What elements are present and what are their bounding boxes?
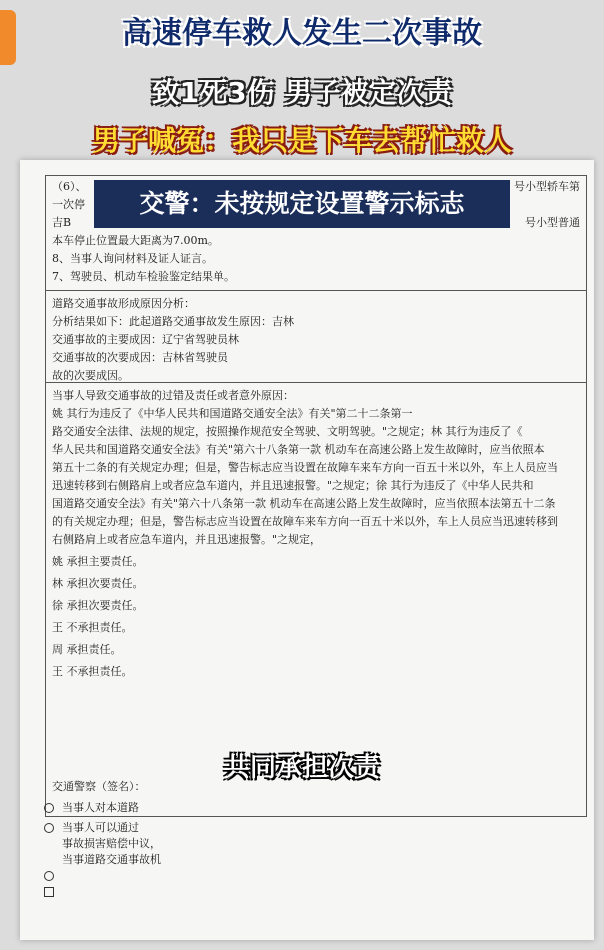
headline-quote: 男子喊冤：我只是下车去帮忙救人 xyxy=(91,124,512,157)
doc-line: 右侧路肩上或者应急车道内，并且迅速报警。"之规定， xyxy=(52,533,322,546)
liability-line: 徐 承担次要责任。 xyxy=(52,599,144,612)
square-icon xyxy=(44,887,54,897)
doc-line: 7、驾驶员、机动车检验鉴定结果单。 xyxy=(52,270,235,283)
doc-line: 本车停止位置最大距离为7.00m。 xyxy=(52,234,219,247)
circle-icon xyxy=(44,803,54,813)
signature-label: 交通警察（签名）： xyxy=(52,780,146,793)
circle-icon xyxy=(44,871,54,881)
doc-line: 道路交通事故形成原因分析： xyxy=(52,297,195,310)
footer-item: 当事道路交通事故机 xyxy=(62,853,161,866)
doc-line: （6）、 xyxy=(52,180,87,193)
doc-line: 8、当事人询问材料及证人证言。 xyxy=(52,252,213,265)
liability-line: 林 承担次要责任。 xyxy=(52,577,144,590)
doc-line: 的有关规定办理；但是，警告标志应当设置在故障车来车方向一百五十米以外，车上人员应当迅速转移到 xyxy=(52,515,558,528)
doc-line: 迅速转移到右侧路肩上或者应急车道内，并且迅速报警。"之规定；徐 其行为违反了《中华人民共和 xyxy=(52,479,534,492)
doc-line: 姚 其行为违反了《中华人民共和国道路交通安全法》有关"第二十二条第一 xyxy=(52,407,413,420)
doc-line: 交通事故的次要成因：吉林省驾驶员 xyxy=(52,351,228,364)
police-caption: 交警：未按规定设置警示标志 xyxy=(94,180,510,228)
liability-line: 姚 承担主要责任。 xyxy=(52,555,144,568)
liability-line: 周 承担责任。 xyxy=(52,643,122,656)
accident-report-table xyxy=(45,175,587,817)
liability-line: 王 不承担责任。 xyxy=(52,665,133,678)
bottom-caption: 共同承担次责 xyxy=(223,753,380,783)
doc-line: 国道路交通安全法》有关"第六十八条第一款 机动车在高速公路上发生故障时，应当依照本法第五十二条 xyxy=(52,497,556,510)
doc-line: 路交通安全法律、法规的规定，按照操作规范安全驾驶、文明驾驶。"之规定；林 其行为违反了《 xyxy=(52,425,523,438)
doc-line-right: 号小型轿车第 xyxy=(514,180,580,193)
doc-line: 第五十二条的有关规定办理；但是，警告标志应当设置在故障车来车方向一百五十米以外，车上人员应当 xyxy=(52,461,558,474)
footer-checkbox xyxy=(44,868,62,884)
footer-item: 事故损害赔偿中议， xyxy=(62,837,161,850)
doc-line: 华人民共和国道路交通安全法》有关"第六十八条第一款 机动车在高速公路上发生故障时，应当依照本 xyxy=(52,443,545,456)
footer-item: 当事人对本道路 xyxy=(44,800,139,816)
doc-line: 吉B xyxy=(52,216,72,229)
liability-line: 王 不承担责任。 xyxy=(52,621,133,634)
headline-subtitle: 致1死3伤 男子被定次责 xyxy=(151,76,453,109)
doc-line: 交通事故的主要成因：辽宁省驾驶员林 xyxy=(52,333,239,346)
footer-checkbox xyxy=(44,884,62,900)
doc-line: 分析结果如下：此起道路交通事故发生原因：吉林 xyxy=(52,315,294,328)
circle-icon xyxy=(44,823,54,833)
doc-line: 当事人导致交通事故的过错及责任或者意外原因： xyxy=(52,389,294,402)
headline-title: 高速停车救人发生二次事故 xyxy=(122,16,482,51)
doc-line: 一次停 xyxy=(52,198,85,211)
doc-line: 故的次要成因。 xyxy=(52,369,129,382)
section-cause-analysis xyxy=(46,290,586,383)
footer-item: 当事人可以通过 xyxy=(44,820,139,836)
doc-line-right: 号小型普通 xyxy=(525,216,580,229)
